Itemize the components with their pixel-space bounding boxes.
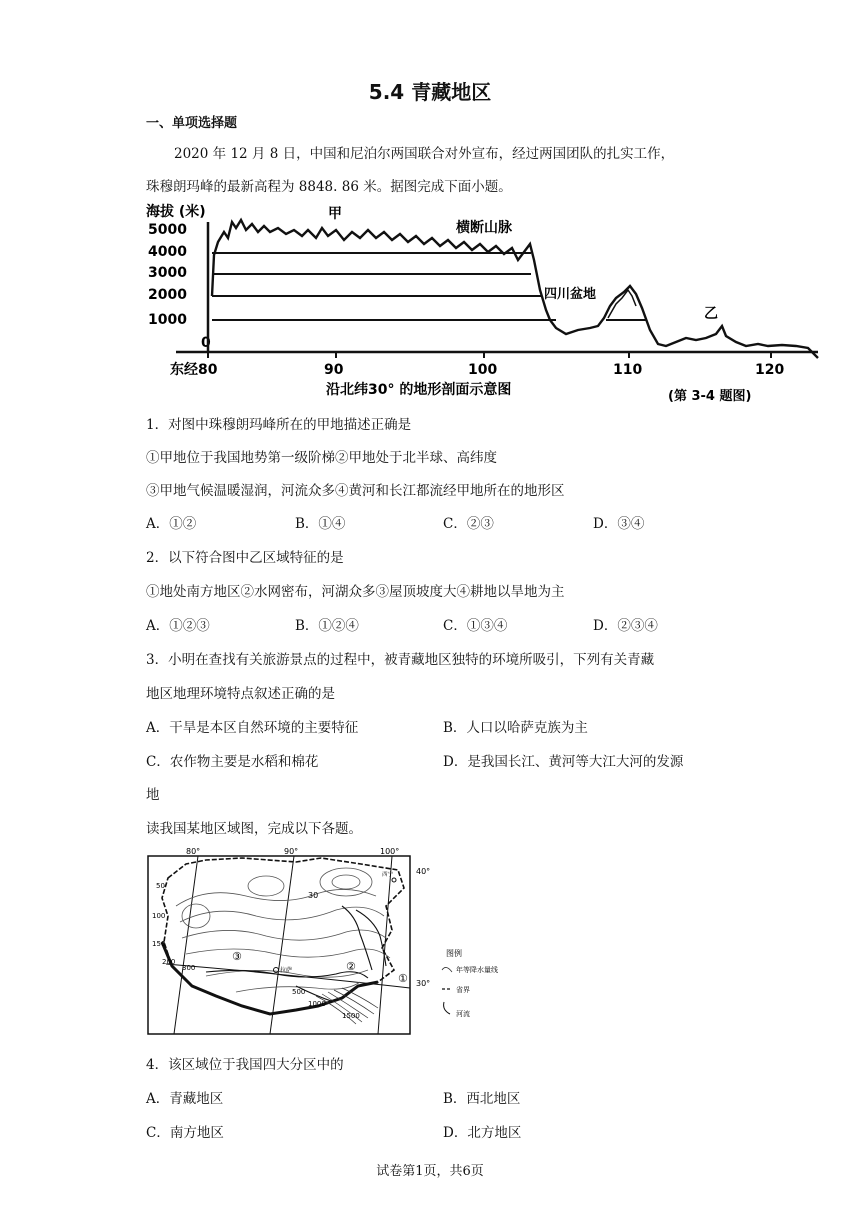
isohyet-150: 150 (152, 940, 166, 948)
x-tick-120: 120 (755, 362, 785, 378)
isohyet-1000: 1000 (308, 1000, 326, 1008)
isohyet-300: 300 (182, 964, 196, 972)
isohyet-200: 200 (162, 958, 176, 966)
terrain-profile-line (212, 220, 818, 358)
x-tick-100: 100 (468, 362, 498, 378)
y-tick-2000: 2000 (148, 287, 187, 303)
city-lhasa: 拉萨 (280, 967, 293, 974)
page-title: 5.4 青藏地区 (368, 80, 492, 104)
profile-caption: 沿北纬30° 的地形剖面示意图 (326, 382, 512, 398)
q4-option-b[interactable]: B．西北地区 (443, 1091, 521, 1107)
profile-y-title: 海拔 (米) (146, 204, 206, 220)
legend-river: 河流 (456, 1010, 470, 1018)
y-tick-3000: 3000 (148, 265, 187, 281)
y-tick-0: 0 (201, 335, 211, 351)
marker-2: ② (346, 960, 356, 973)
x-tick-80: 东经80 (170, 362, 218, 378)
q4-option-c[interactable]: C．南方地区 (146, 1125, 224, 1141)
isohyet-100: 100 (152, 912, 166, 920)
q1-option-c[interactable]: C．②③ (443, 516, 494, 532)
q2-option-c[interactable]: C．①③④ (443, 618, 508, 634)
label-sichuan-basin: 四川盆地 (544, 287, 597, 302)
lat-30: 30° (416, 979, 431, 988)
legend-boundary: 省界 (456, 986, 470, 994)
map-intro: 读我国某地区域图，完成以下各题。 (146, 821, 362, 837)
lon-100: 100° (380, 847, 400, 856)
q3-option-b[interactable]: B．人口以哈萨克族为主 (443, 720, 588, 736)
page-footer: 试卷第1页，共6页 (376, 1164, 484, 1179)
q1-items-a: ①甲地位于我国地势第一级阶梯②甲地处于北半球、高纬度 (146, 450, 497, 466)
q1-option-d[interactable]: D．③④ (593, 516, 645, 532)
q2-stem: 2．以下符合图中乙区域特征的是 (146, 550, 344, 566)
q3-option-c[interactable]: C．农作物主要是水稻和棉花 (146, 754, 319, 770)
q3-option-d-continued: 地 (146, 787, 160, 803)
legend-river-symbol (444, 1002, 450, 1014)
lon-80: 80° (186, 847, 201, 856)
legend-isohyet-symbol (442, 967, 452, 972)
y-tick-5000: 5000 (148, 222, 187, 238)
isohyet-50: 50 (156, 882, 165, 890)
regional-map-figure (146, 846, 536, 1038)
city-xining: 西宁 (382, 872, 394, 878)
q3-stem-b: 地区地理环境特点叙述正确的是 (146, 686, 335, 702)
q3-option-d[interactable]: D．是我国长江、黄河等大江大河的发源 (443, 754, 684, 770)
map-frame (148, 856, 410, 1034)
marker-3: ③ (232, 950, 242, 963)
x-tick-110: 110 (613, 362, 643, 378)
q4-option-d[interactable]: D．北方地区 (443, 1125, 522, 1141)
q1-option-a[interactable]: A．①② (146, 516, 197, 532)
q4-option-a[interactable]: A．青藏地区 (146, 1091, 224, 1107)
legend-title: 图例 (446, 949, 462, 958)
terrain-profile-figure (146, 200, 826, 405)
isohyet-1500: 1500 (342, 1012, 360, 1020)
y-tick-1000: 1000 (148, 312, 187, 328)
q3-option-a[interactable]: A．干旱是本区自然环境的主要特征 (146, 720, 359, 736)
q3-stem-a: 3．小明在查找有关旅游景点的过程中，被青藏地区独特的环境所吸引，下列有关青藏 (146, 652, 655, 668)
y-tick-4000: 4000 (148, 244, 187, 260)
q2-option-b[interactable]: B．①②④ (295, 618, 359, 634)
profile-note: (第 3-4 题图) (668, 389, 752, 404)
x-tick-90: 90 (324, 362, 344, 378)
isohyet-500: 500 (292, 988, 306, 996)
marker-1: ① (398, 972, 408, 985)
legend-isohyet: 年等降水量线 (456, 966, 498, 974)
label-jia: 甲 (328, 206, 342, 222)
intro-line-2: 珠穆朗玛峰的最新高程为 8848. 86 米。据图完成下面小题。 (146, 179, 512, 195)
label-hengduan: 横断山脉 (456, 220, 512, 236)
isohyet-30: 30 (308, 891, 319, 900)
lat-40: 40° (416, 867, 431, 876)
q2-option-d[interactable]: D．②③④ (593, 618, 658, 634)
q4-stem: 4．该区域位于我国四大分区中的 (146, 1057, 344, 1073)
intro-line-1: 2020 年 12 月 8 日，中国和尼泊尔两国联合对外宣布，经过两国团队的扎实工作， (174, 146, 675, 162)
q1-stem: 1．对图中珠穆朗玛峰所在的甲地描述正确是 (146, 417, 412, 433)
q1-items-b: ③甲地气候温暖湿润，河流众多④黄河和长江都流经甲地所在的地形区 (146, 483, 565, 499)
label-yi: 乙 (704, 306, 718, 322)
q2-items: ①地处南方地区②水网密布，河湖众多③屋顶坡度大④耕地以旱地为主 (146, 584, 565, 600)
section-heading: 一、单项选择题 (146, 116, 238, 131)
q2-option-a[interactable]: A．①②③ (146, 618, 210, 634)
q1-option-b[interactable]: B．①④ (295, 516, 346, 532)
lon-90: 90° (284, 847, 299, 856)
